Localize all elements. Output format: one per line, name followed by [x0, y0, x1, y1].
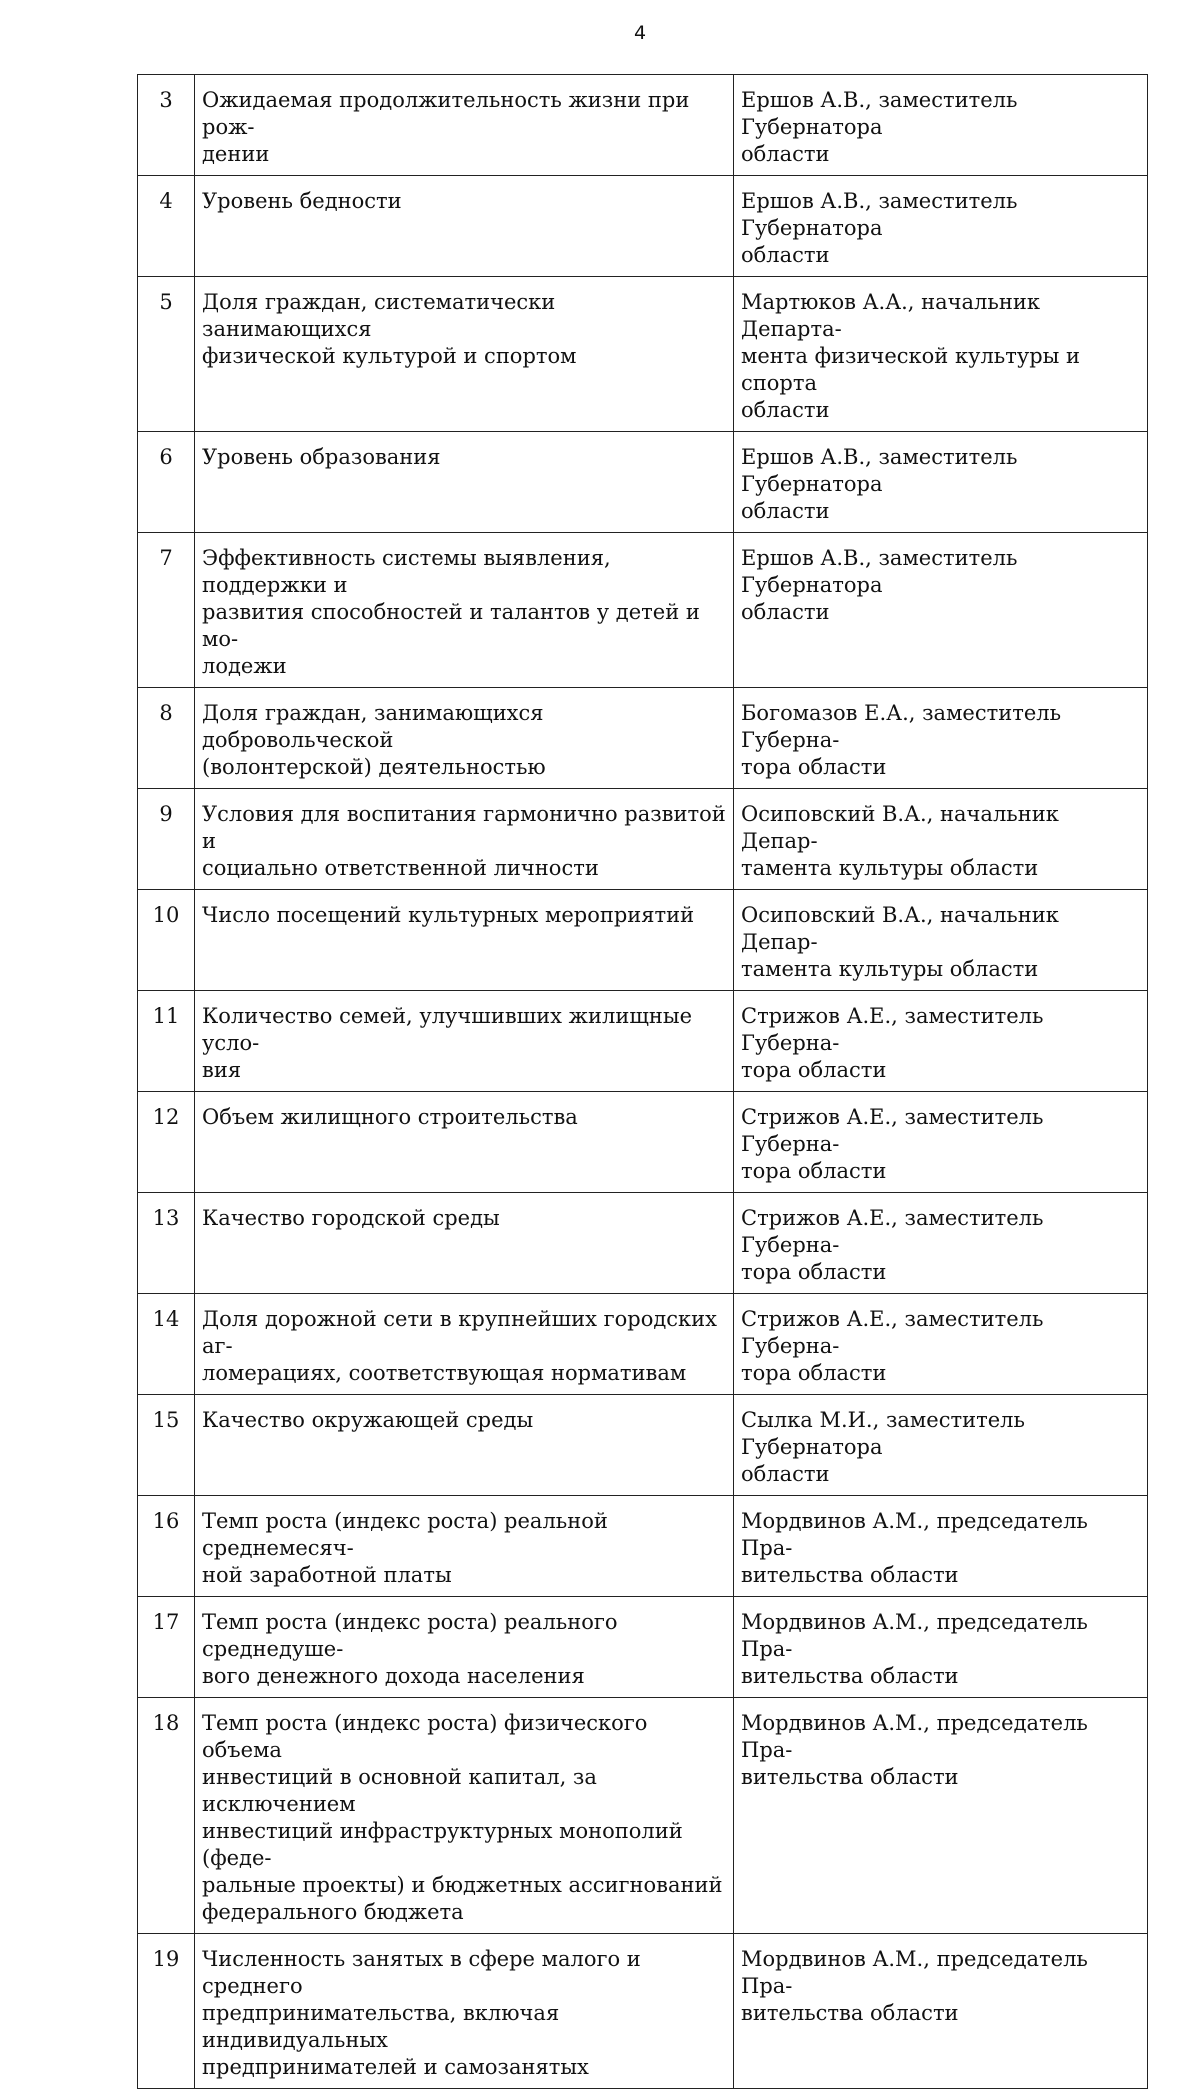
table-row [138, 1698, 1148, 1934]
table-row [138, 1092, 1148, 1193]
indicator-cell: Качество окружающей среды [195, 1395, 734, 1496]
row-number-cell: 8 [138, 688, 195, 789]
table-row [138, 277, 1148, 432]
table-row [138, 789, 1148, 890]
indicator-cell: Эффективность системы выявления, поддержки и развития способностей и талантов у детей и мо- лодежи [195, 533, 734, 688]
responsible-cell: Стрижов А.Е., заместитель Губерна- тора области [734, 1193, 1148, 1294]
responsible-cell: Стрижов А.Е., заместитель Губерна- тора области [734, 991, 1148, 1092]
row-number-cell: 12 [138, 1092, 195, 1193]
table-row [138, 688, 1148, 789]
row-number-cell: 6 [138, 432, 195, 533]
table-row [138, 890, 1148, 991]
row-number-cell: 15 [138, 1395, 195, 1496]
indicator-cell: Ожидаемая продолжительность жизни при рож- дении [195, 75, 734, 176]
table-row [138, 1193, 1148, 1294]
indicator-cell: Доля граждан, занимающихся добровольческой (волонтерской) деятельностью [195, 688, 734, 789]
indicator-cell: Уровень образования [195, 432, 734, 533]
row-number-cell: 7 [138, 533, 195, 688]
indicator-cell: Условия для воспитания гармонично развитой и социально ответственной личности [195, 789, 734, 890]
table-row [138, 1294, 1148, 1395]
row-number-cell: 14 [138, 1294, 195, 1395]
indicator-cell: Численность занятых в сфере малого и среднего предпринимательства, включая индивидуальных предпринимателей и самозанятых [195, 1934, 734, 2089]
indicator-cell: Темп роста (индекс роста) реального среднедуше- вого денежного дохода населения [195, 1597, 734, 1698]
row-number-cell: 11 [138, 991, 195, 1092]
indicator-cell: Темп роста (индекс роста) реальной среднемесяч- ной заработной платы [195, 1496, 734, 1597]
responsible-cell: Ершов А.В., заместитель Губернатора области [734, 432, 1148, 533]
responsible-cell: Мордвинов А.М., председатель Пра- вительства области [734, 1597, 1148, 1698]
table-row [138, 1934, 1148, 2089]
responsible-cell: Мордвинов А.М., председатель Пра- вительства области [734, 1496, 1148, 1597]
table-row [138, 533, 1148, 688]
indicator-cell: Число посещений культурных мероприятий [195, 890, 734, 991]
row-number-cell: 3 [138, 75, 195, 176]
indicator-cell: Объем жилищного строительства [195, 1092, 734, 1193]
responsible-cell: Ершов А.В., заместитель Губернатора области [734, 176, 1148, 277]
row-number-cell: 9 [138, 789, 195, 890]
responsible-cell: Стрижов А.Е., заместитель Губерна- тора области [734, 1092, 1148, 1193]
indicator-cell: Количество семей, улучшивших жилищные усло- вия [195, 991, 734, 1092]
indicators-table [137, 74, 1148, 2089]
row-number-cell: 4 [138, 176, 195, 277]
table-row [138, 1597, 1148, 1698]
responsible-cell: Стрижов А.Е., заместитель Губерна- тора области [734, 1294, 1148, 1395]
row-number-cell: 13 [138, 1193, 195, 1294]
indicator-cell: Темп роста (индекс роста) физического объема инвестиций в основной капитал, за исключением инвестиций инфраструктурных монополий (феде- ральные проекты) и бюджетных ассигнований федерального бюджета [195, 1698, 734, 1934]
responsible-cell: Богомазов Е.А., заместитель Губерна- тора области [734, 688, 1148, 789]
indicators-table-body [138, 75, 1148, 2089]
indicator-cell: Доля дорожной сети в крупнейших городских аг- ломерациях, соответствующая нормативам [195, 1294, 734, 1395]
responsible-cell: Сылка М.И., заместитель Губернатора области [734, 1395, 1148, 1496]
indicator-cell: Уровень бедности [195, 176, 734, 277]
table-row [138, 75, 1148, 176]
row-number-cell: 16 [138, 1496, 195, 1597]
indicator-cell: Доля граждан, систематически занимающихся физической культурой и спортом [195, 277, 734, 432]
table-row [138, 991, 1148, 1092]
responsible-cell: Мартюков А.А., начальник Департа- мента физической культуры и спорта области [734, 277, 1148, 432]
table-row [138, 176, 1148, 277]
row-number-cell: 17 [138, 1597, 195, 1698]
table-row [138, 432, 1148, 533]
responsible-cell: Ершов А.В., заместитель Губернатора области [734, 75, 1148, 176]
responsible-cell: Ершов А.В., заместитель Губернатора области [734, 533, 1148, 688]
responsible-cell: Осиповский В.А., начальник Депар- тамента культуры области [734, 789, 1148, 890]
responsible-cell: Осиповский В.А., начальник Депар- тамента культуры области [734, 890, 1148, 991]
table-row [138, 1496, 1148, 1597]
responsible-cell: Мордвинов А.М., председатель Пра- вительства области [734, 1698, 1148, 1934]
row-number-cell: 10 [138, 890, 195, 991]
row-number-cell: 5 [138, 277, 195, 432]
indicator-cell: Качество городской среды [195, 1193, 734, 1294]
table-row [138, 1395, 1148, 1496]
row-number-cell: 19 [138, 1934, 195, 2089]
page-number: 4 [633, 22, 647, 44]
row-number-cell: 18 [138, 1698, 195, 1934]
responsible-cell: Мордвинов А.М., председатель Пра- вительства области [734, 1934, 1148, 2089]
